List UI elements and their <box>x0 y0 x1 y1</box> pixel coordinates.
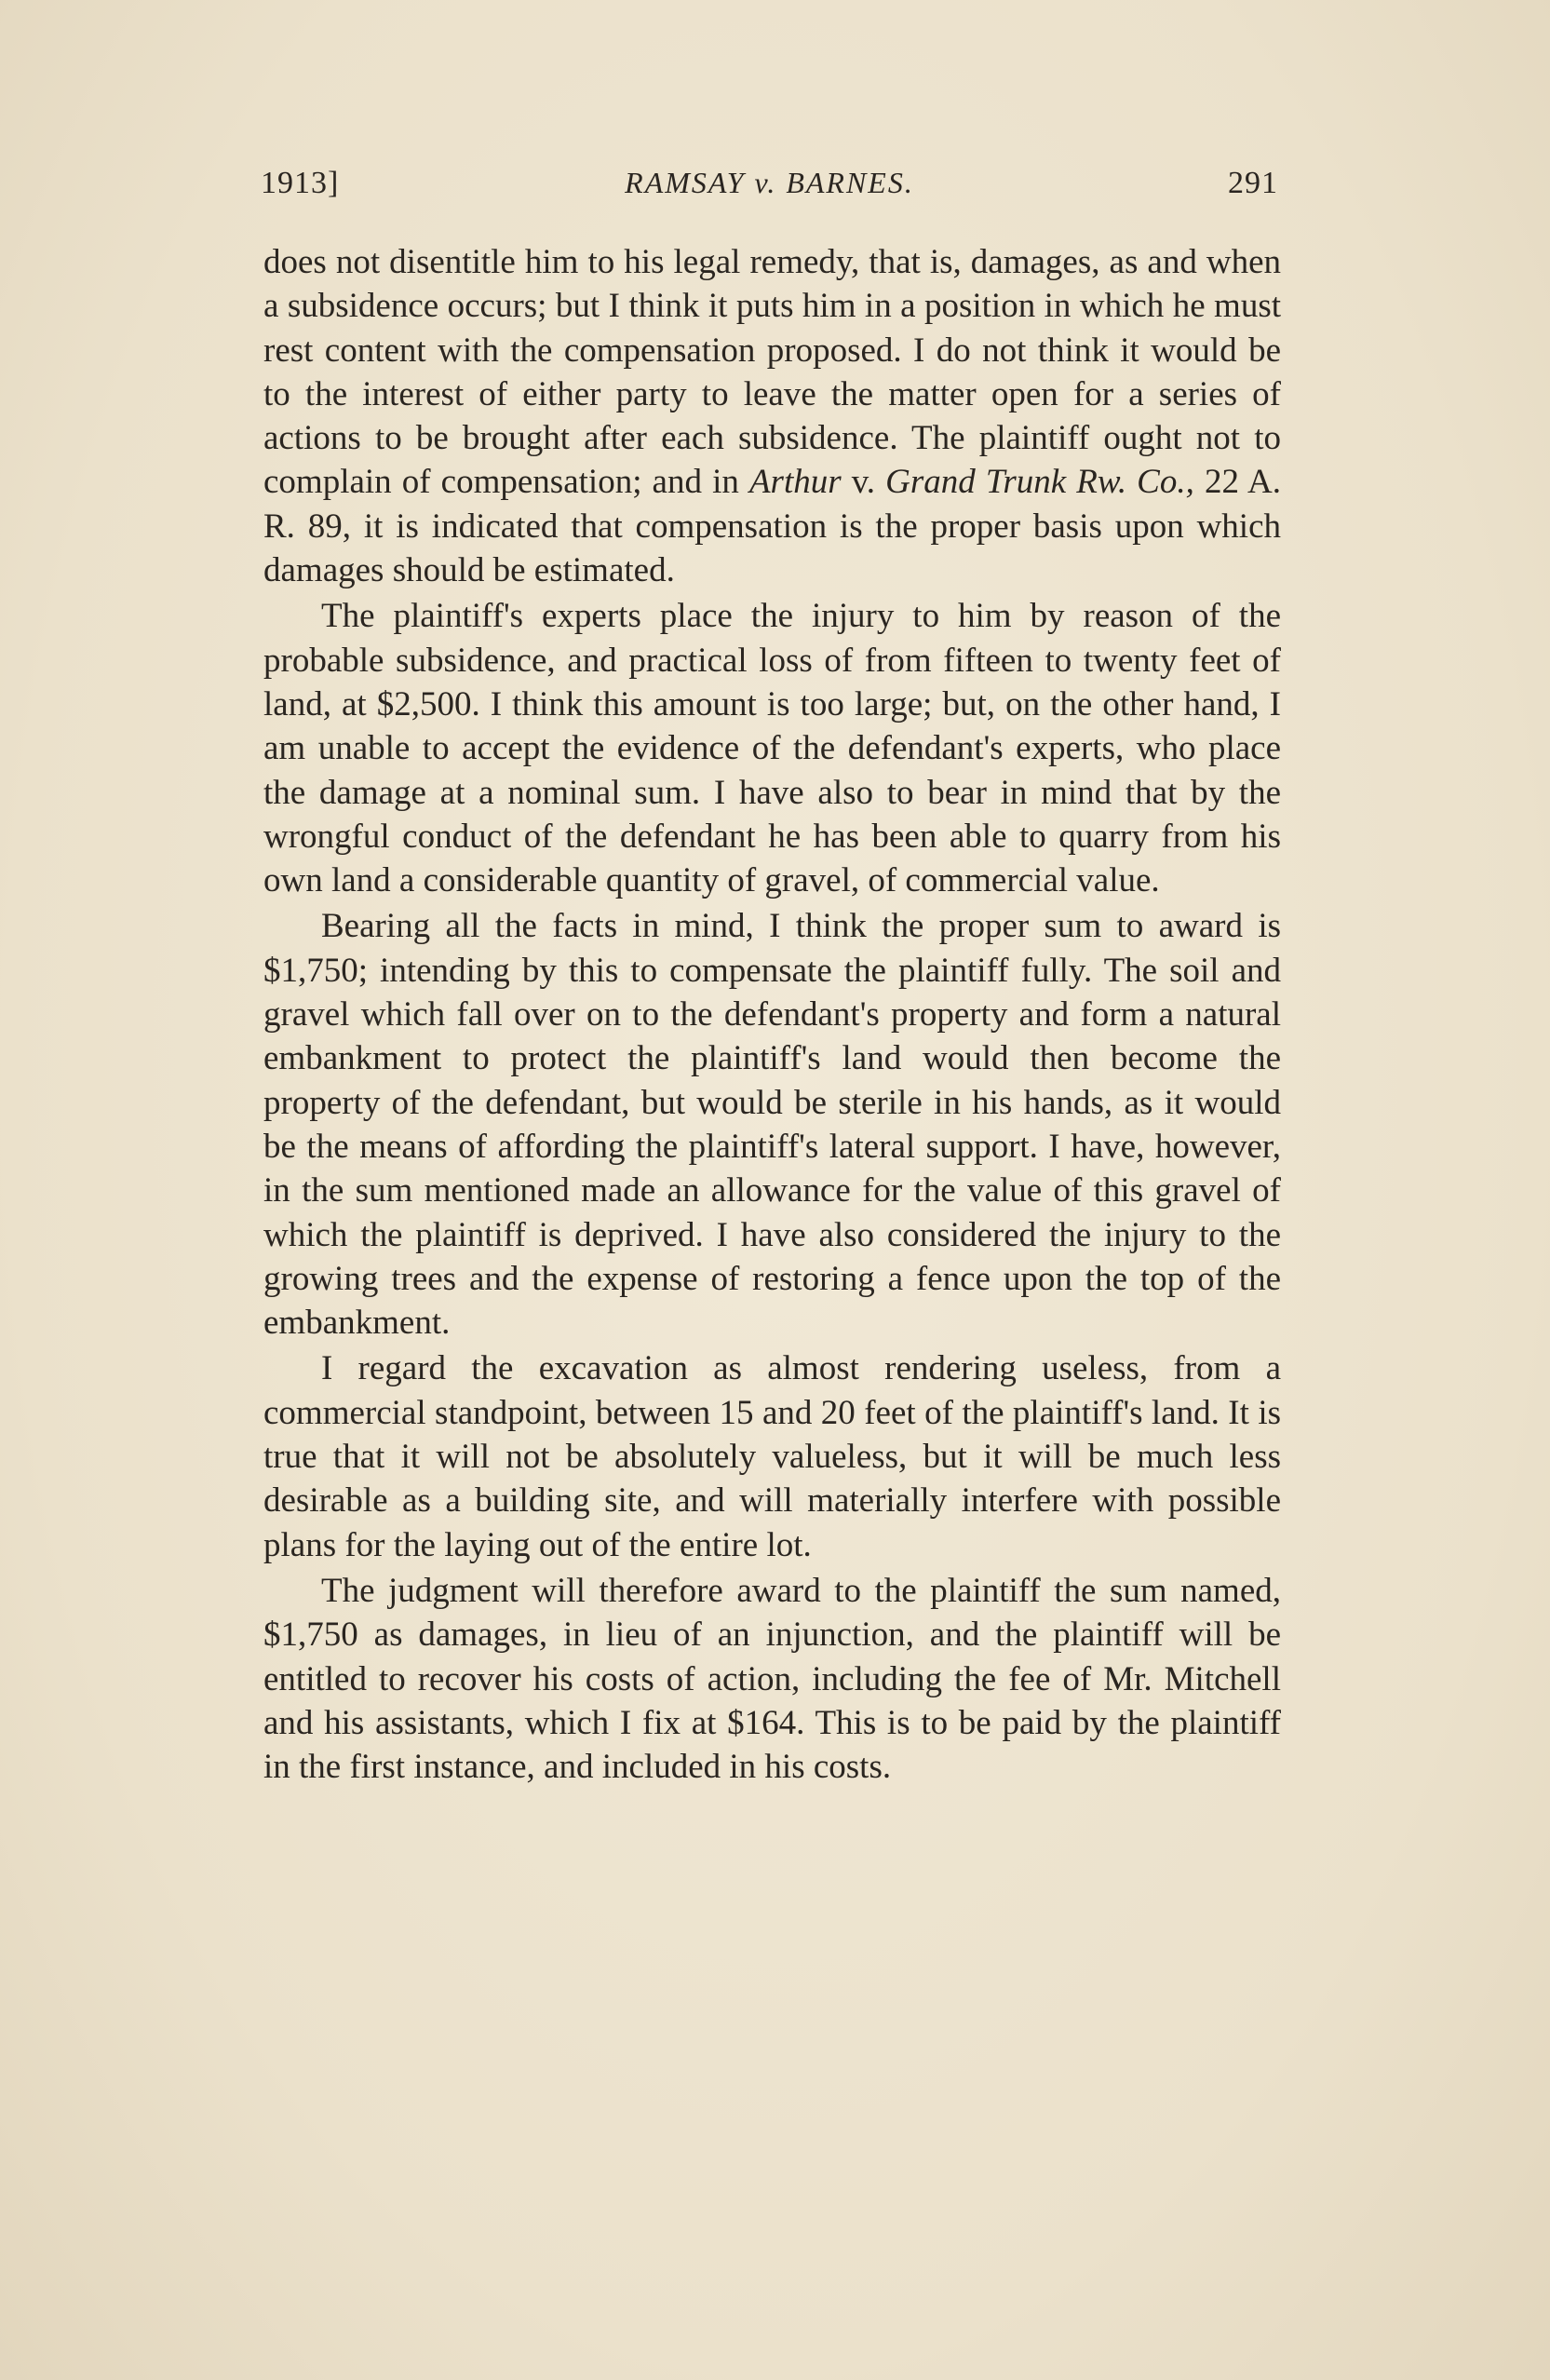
paragraph-2 <box>263 594 1281 902</box>
paragraph-text: does not disentitle him to his legal remedy, that is, damages, as and when a subsidence occurs; but I think it puts him in a position in which he must rest content with the compensation proposed. I do not think it would be to the interest of either party to leave the matter open for a series of actions to be brought after each subsidence. The plaintiff ought not to complain of compensation; and in <box>263 243 1281 502</box>
case-name-italic: Grand Trunk Rw. Co., <box>885 463 1194 502</box>
paragraph-3 <box>263 904 1281 1345</box>
paragraph-text: The judgment will therefore award to the plaintiff the sum named, $1,750 as damages, in lieu of an injunction, and the plaintiff will be entitled to recover his costs of action, including the fee of Mr. Mitchell and his assistants, which I fix at $164. This is to be paid by the plaintiff in the first instance, and included in his costs. <box>263 1571 1281 1787</box>
case-name-italic: Arthur <box>748 463 842 502</box>
paragraph-4 <box>263 1346 1281 1566</box>
header-year: 1913] <box>261 166 340 200</box>
paragraph-5 <box>263 1569 1281 1789</box>
paragraph-text: v. <box>841 463 886 502</box>
running-header <box>261 166 1278 222</box>
paragraph-text: Bearing all the facts in mind, I think the proper sum to award is $1,750; intending by this to compensate the plaintiff fully. The soil and gravel which fall over on to the defendant's property and form a natural embankment to protect the plaintiff's land would then become the property of the defendant, but would be sterile in his hands, as it would be the means of affording the plaintiff's lateral support. I have, however, in the sum mentioned made an allowance for the value of this gravel of which the plaintiff is deprived. I have also considered the injury to the growing trees and the expense of restoring a fence upon the top of the embankment. <box>263 907 1281 1343</box>
paragraph-text: I regard the excavation as almost rendering useless, from a commercial standpoint, between 15 and 20 feet of the plaintiff's land. It is true that it will not be absolutely valueless, but it will be much less desirable as a building site, and will materially interfere with possible plans for the laying out of the entire lot. <box>263 1349 1281 1564</box>
page-number: 291 <box>1228 166 1278 200</box>
paragraph-text: 22 A. R. 89, it is indicated that compensation is the proper basis upon which damages should be estimated. <box>263 463 1281 590</box>
body-text <box>263 240 1281 1791</box>
paragraph-1 <box>263 240 1281 592</box>
paragraph-text: The plaintiff's experts place the injury to him by reason of the probable subsidence, and practical loss of from fifteen to twenty feet of land, at $2,500. I think this amount is too large; but, on the other hand, I am unable to accept the evidence of the defendant's experts, who place the damage at a nominal sum. I have also to bear in mind that by the wrongful conduct of the defendant he has been able to quarry from his own land a considerable quantity of gravel, of commercial value. <box>263 597 1281 900</box>
header-case-title: RAMSAY v. BARNES. <box>625 166 914 199</box>
